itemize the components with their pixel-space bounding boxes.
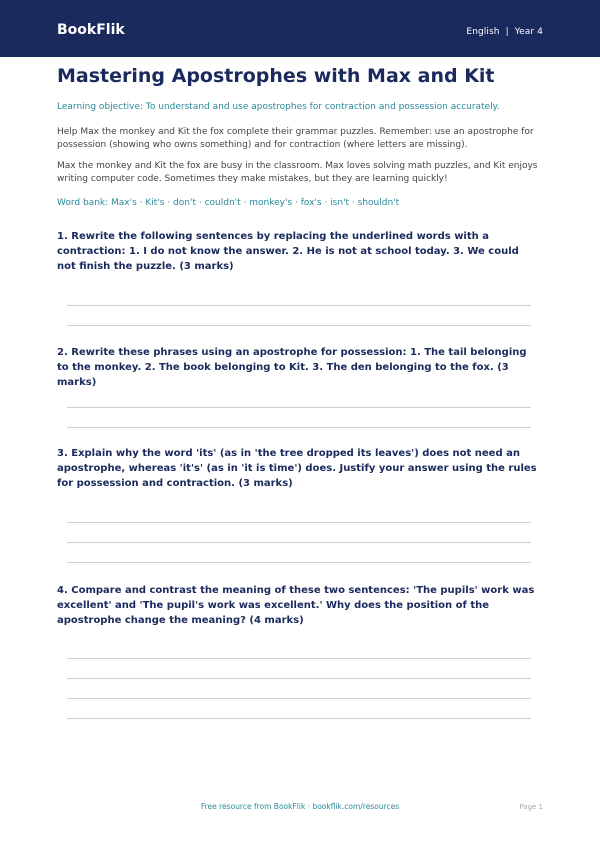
question-1: 1. Rewrite the following sentences by replacing the underlined words with a contraction: 1. I do not know the answer. 2. He is not at school today. 3. We could not finish the puzzle. (3 marks) — [57, 231, 519, 272]
answer-line[interactable] — [67, 305, 531, 306]
brand-logo: BookFlik — [57, 22, 125, 38]
separator: | — [505, 27, 509, 37]
intro-paragraph: Help Max the monkey and Kit the fox complete their grammar puzzles. Remember: use an apostrophe for possession (showing who owns something) and for contraction (where letters are missing). — [57, 127, 534, 150]
answer-line[interactable] — [67, 718, 531, 719]
answer-line[interactable] — [67, 562, 531, 563]
answer-line[interactable] — [67, 698, 531, 699]
question-2: 2. Rewrite these phrases using an apostrophe for possession: 1. The tail belonging to the monkey. 2. The book belonging to Kit. 3. The den belonging to the fox. (3 marks) — [57, 347, 527, 388]
subject-label: English — [466, 27, 500, 37]
question-3: 3. Explain why the word 'its' (as in 'the tree dropped its leaves') does not need an apostrophe, whereas 'it's' (as in 'it is time') does. Justify your answer using the rules for possession and contraction. (3 marks) — [57, 448, 537, 489]
answer-line[interactable] — [67, 325, 531, 326]
answer-line[interactable] — [67, 542, 531, 543]
answer-line[interactable] — [67, 427, 531, 428]
page-header — [0, 0, 600, 57]
answer-line[interactable] — [67, 678, 531, 679]
answer-line[interactable] — [67, 522, 531, 523]
answer-line[interactable] — [67, 658, 531, 659]
answer-line[interactable] — [67, 407, 531, 408]
story-paragraph: Max the monkey and Kit the fox are busy in the classroom. Max loves solving math puzzles, and Kit enjoys writing computer code. Sometimes they make mistakes, but they are learning quickly! — [57, 161, 538, 184]
page-number: Page 1 — [519, 803, 543, 811]
question-4: 4. Compare and contrast the meaning of these two sentences: 'The pupils' work was excellent' and 'The pupil's work was excellent.' Why does the position of the apostrophe change the meaning? (4 marks) — [57, 585, 535, 626]
subject-year-label — [466, 27, 543, 37]
word-bank: Word bank: Max's · Kit's · don't · couldn't · monkey's · fox's · isn't · shouldn't — [57, 198, 400, 208]
worksheet-title: Mastering Apostrophes with Max and Kit — [57, 65, 495, 87]
learning-objective: Learning objective: To understand and use apostrophes for contraction and possession accurately. — [57, 102, 500, 112]
year-label: Year 4 — [514, 27, 543, 37]
footer-text: Free resource from BookFlik · bookflik.com/resources — [200, 802, 400, 811]
